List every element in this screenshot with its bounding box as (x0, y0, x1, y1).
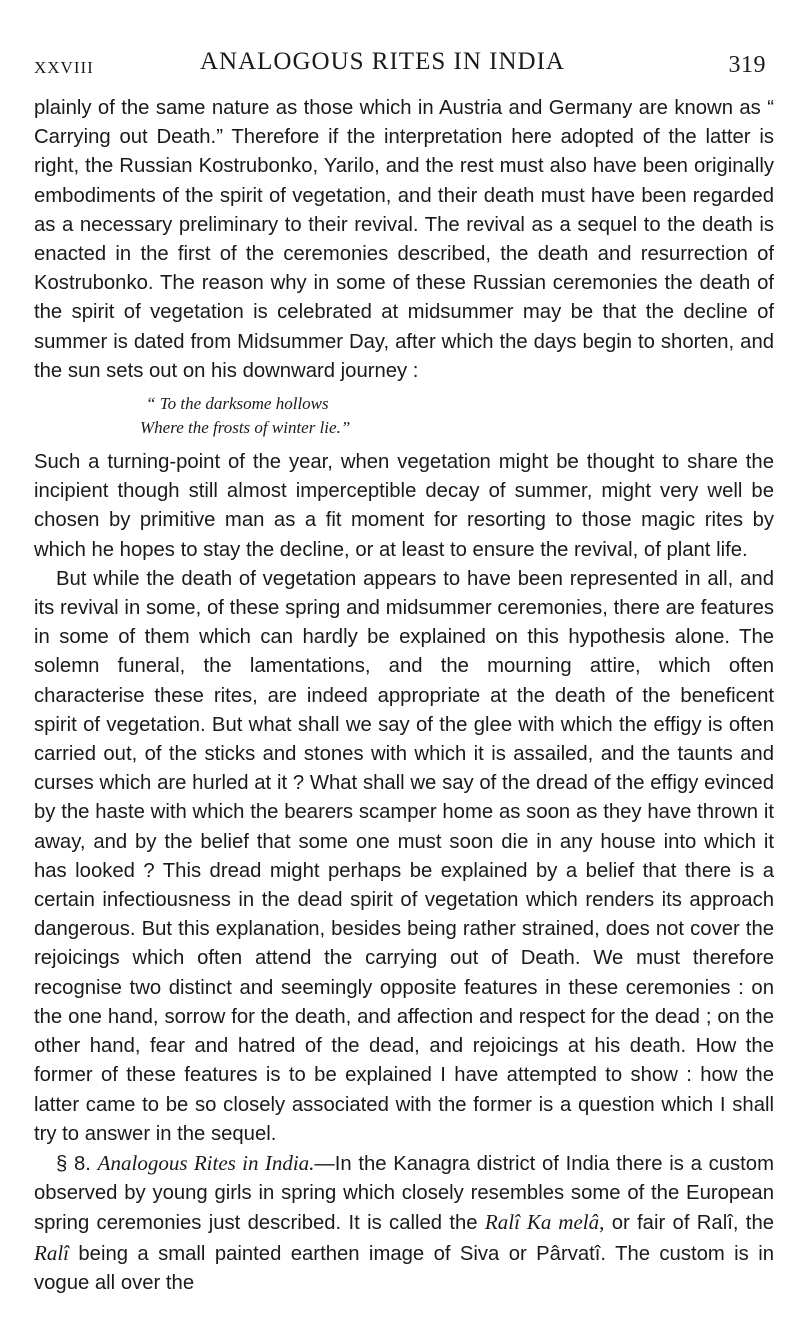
paragraph-2: Such a turning-point of the year, when vegetation might be thought to share the incipient though still almost imperceptible decay of summer, might very well be chosen by primitive man as a fit moment for resorting to those magic rites by which he hopes to stay the decline, or at least to ensure the revival, of plant life. (34, 451, 774, 561)
section-mark: § 8. (56, 1152, 91, 1175)
paragraph-4 (34, 1149, 774, 1298)
running-title: ANALOGOUS RITES IN INDIA (200, 48, 565, 75)
page-number: 319 (728, 52, 766, 78)
body-text (34, 94, 774, 1298)
verse-line-1: “ To the darksome hollows (146, 394, 329, 414)
section-heading: Analogous Rites in India. (97, 1150, 315, 1175)
term-rali: Ralî (34, 1240, 69, 1265)
paragraph-4-text-c: being a small painted earthen image of Siva or Pârvatî. The custom is in vogue all over the (34, 1242, 774, 1294)
paragraph-3: But while the death of vegetation appears to have been represented in all, and its revival in some, of these spring and midsummer ceremonies, there are features in some of them which can hardly be explained on this hypothesis alone. The solemn funeral, the lamentations, and the mourning attire, which often characterise these rites, are indeed appropriate at the death of the beneficent spirit of vegetation. But what shall we say of the glee with which the effigy is often carried out, of the sticks and stones with which it is assailed, and the taunts and curses which are hurled at it ? What shall we say of the dread of the effigy evinced by the haste with which the bearers scamper home as soon as they have thrown it away, and by the belief that some one must soon die in any house into which it has looked ? This dread might perhaps be explained by a belief that there is a certain infectiousness in the dead spirit of vegetation which renders its approach dangerous. But this explanation, besides being rather strained, does not cover the rejoicings which often attend the carrying out of Death. We must therefore recognise two distinct and seemingly opposite features in these ceremonies : on the one hand, sorrow for the death, and affection and respect for the dead ; on the other hand, fear and hatred of the dead, and rejoicings at his death. How the former of these features is to be explained I have attempted to show : how the latter came to be so closely associated with the former is a question which I shall try to answer in the sequel. (34, 567, 774, 1145)
verse-quotation (140, 392, 774, 440)
paragraph-4-text-b: or fair of Ralî, the (611, 1212, 774, 1235)
paragraph-4-text-a: —In the Kanagra district of India there is a custom observed by young girls in spring which closely resembles some of the European spring ceremonies just described. It is called the (34, 1152, 774, 1235)
paragraph-1: plainly of the same nature as those which in Austria and Germany are known as “ Carrying out Death.” Therefore if the interpretation here adopted of the latter is right, the Russian Kostrubonko, Yarilo, and the rest must also have been originally embodiments of the spirit of vegetation, and their death must have been regarded as a necessary preliminary to their revival. The revival as a sequel to the death is enacted in the first of the ceremonies described, the death and resurrection of Kostrubonko. The reason why in some of these Russian ceremonies the death of the spirit of vegetation is celebrated at midsummer may be that the decline of summer is dated from Midsummer Day, after which the days begin to shorten, and the sun sets out on his downward journey : (34, 97, 774, 382)
running-head (34, 48, 774, 84)
book-page (34, 48, 774, 1298)
verse-line-2: Where the frosts of winter lie.” (140, 418, 351, 438)
term-rali-ka-mela: Ralî Ka melâ, (484, 1210, 605, 1235)
chapter-number: XXVIII (34, 58, 94, 77)
